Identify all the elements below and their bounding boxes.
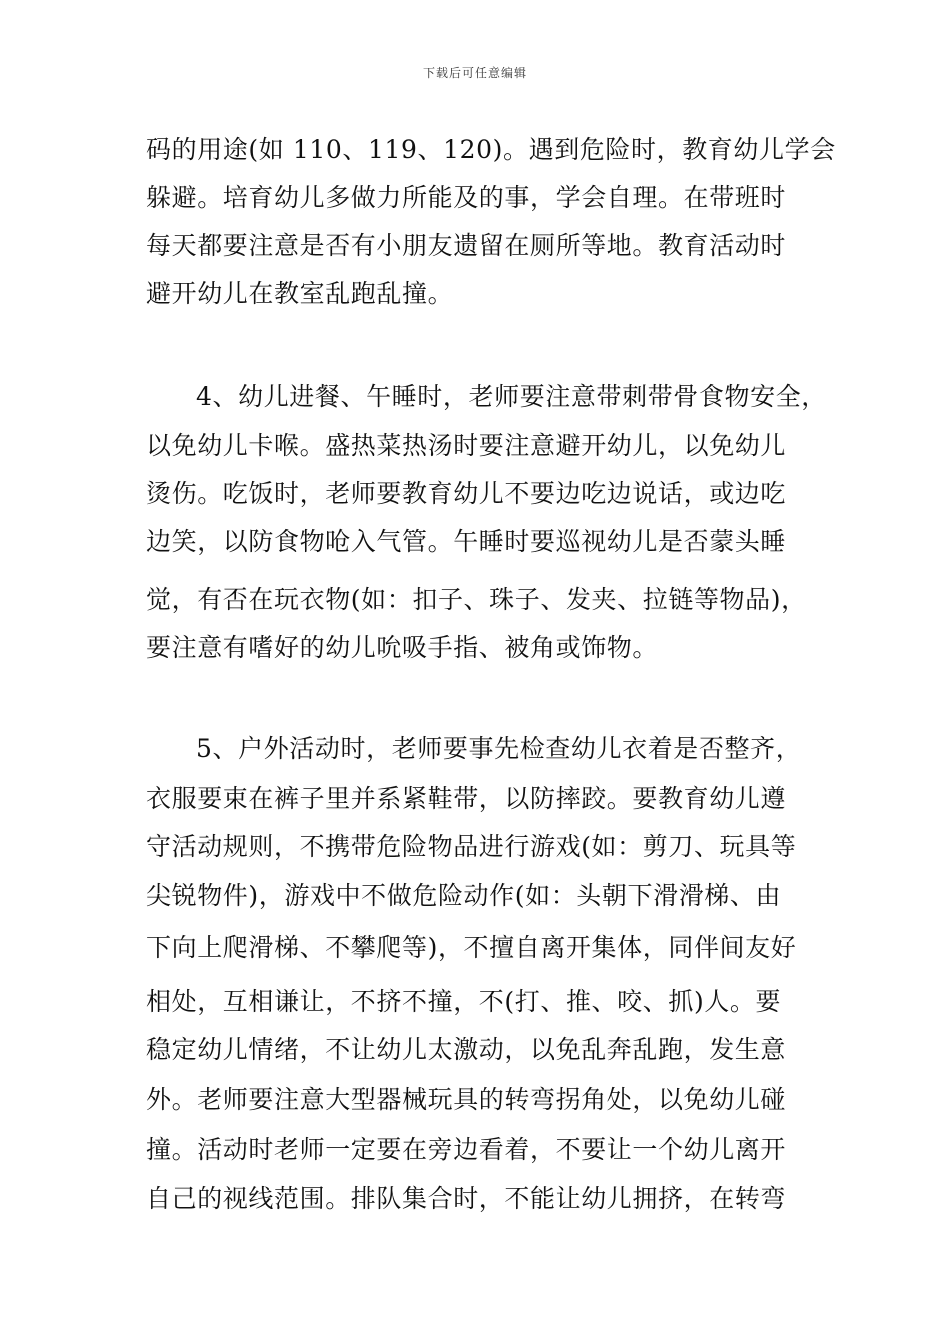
paragraph-1-line-4: 避开幼儿在教室乱跑乱撞。 [146, 279, 454, 308]
paragraph-1-line-3: 每天都要注意是否有小朋友遗留在厕所等地。教育活动时 [146, 231, 787, 260]
paragraph-2-line-6: 要注意有嗜好的幼儿吮吸手指、被角或饰物。 [146, 633, 659, 662]
paragraph-3-line-3: 守活动规则，不携带危险物品进行游戏(如：剪刀、玩具等 [146, 832, 797, 861]
paragraph-1-line-2: 躲避。培育幼儿多做力所能及的事，学会自理。在带班时 [146, 183, 787, 212]
paragraph-1-line-1: 码的用途(如 110、119、120)。遇到危险时，教育幼儿学会 [146, 135, 836, 164]
paragraph-3-line-6: 相处，互相谦让，不挤不撞，不(打、推、咬、抓)人。要 [146, 987, 782, 1016]
paragraph-3-line-5: 下向上爬滑梯、不攀爬等)，不擅自离开集体，同伴间友好 [146, 933, 797, 962]
paragraph-3-line-8: 外。老师要注意大型器械玩具的转弯拐角处，以免幼儿碰 [146, 1085, 787, 1114]
paragraph-2-line-5: 觉，有否在玩衣物(如：扣子、珠子、发夹、拉链等物品)， [146, 585, 807, 614]
paragraph-3-line-9: 撞。活动时老师一定要在旁边看着，不要让一个幼儿离开 [146, 1135, 787, 1164]
paragraph-3-line-7: 稳定幼儿情绪，不让幼儿太激动，以免乱奔乱跑，发生意 [146, 1035, 787, 1064]
paragraph-2-line-2: 以免幼儿卡喉。盛热菜热汤时要注意避开幼儿，以免幼儿 [146, 431, 787, 460]
paragraph-2-line-3: 烫伤。吃饭时，老师要教育幼儿不要边吃边说话，或边吃 [146, 479, 787, 508]
paragraph-3-line-1: 5、户外活动时，老师要事先检查幼儿衣着是否整齐， [196, 734, 802, 763]
paragraph-3-line-2: 衣服要束在裤子里并系紧鞋带，以防摔跤。要教育幼儿遵 [146, 784, 787, 813]
page-header: 下载后可任意编辑 [422, 66, 527, 80]
paragraph-2-line-4: 边笑，以防食物呛入气管。午睡时要巡视幼儿是否蒙头睡 [146, 527, 787, 556]
paragraph-3-line-10: 自己的视线范围。排队集合时，不能让幼儿拥挤，在转弯 [146, 1184, 787, 1213]
paragraph-3-line-4: 尖锐物件)，游戏中不做危险动作(如：头朝下滑滑梯、由 [146, 881, 782, 910]
paragraph-2-line-1: 4、幼儿进餐、午睡时，老师要注意带刺带骨食物安全， [196, 382, 827, 411]
